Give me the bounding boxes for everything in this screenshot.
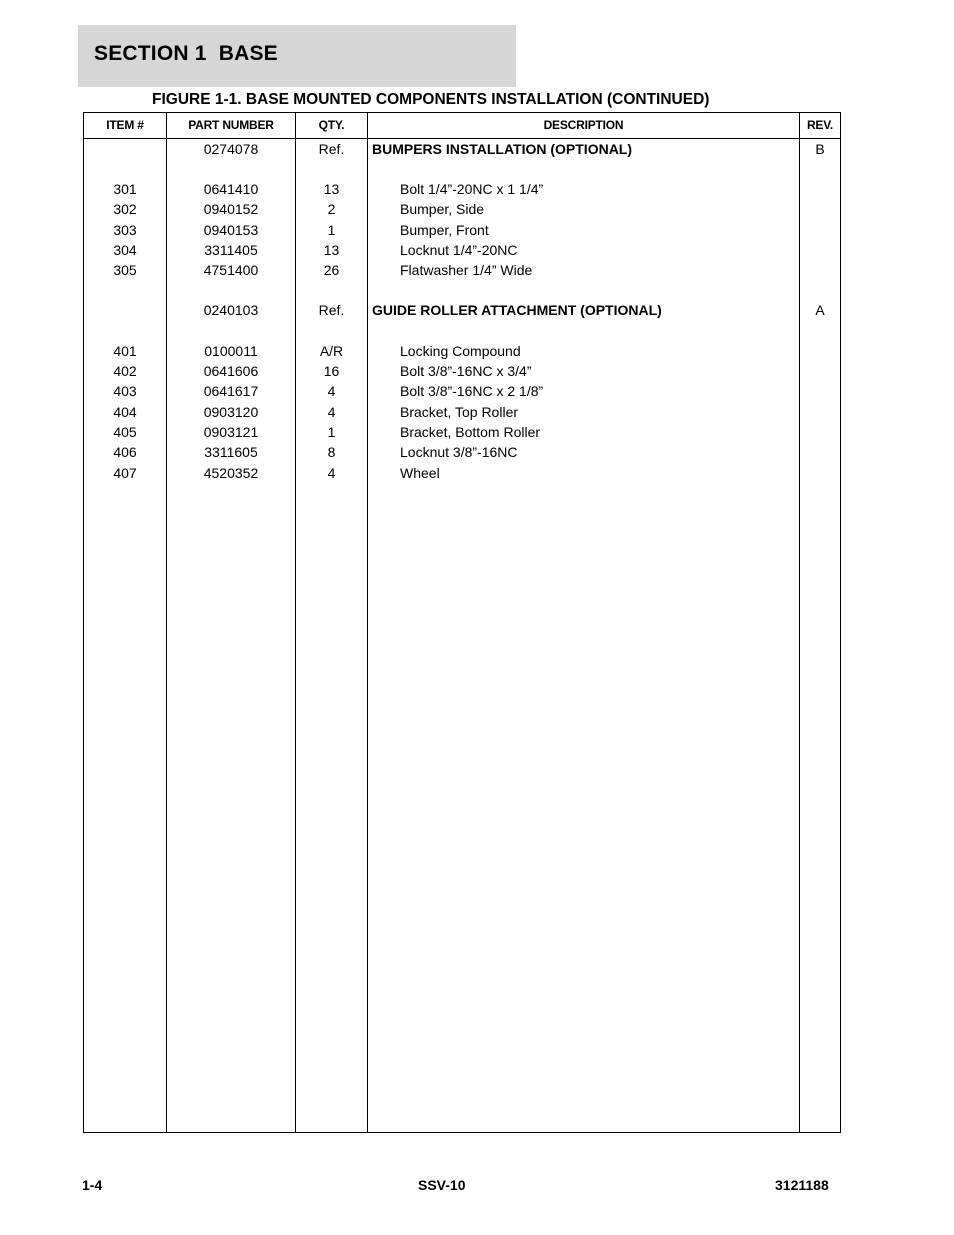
section-banner — [78, 25, 516, 87]
table-row — [84, 302, 840, 322]
header-description: DESCRIPTION — [543, 118, 624, 132]
part-number-cell: 0940152 — [203, 201, 259, 217]
header-part-number: PART NUMBER — [188, 118, 274, 132]
revision-cell: B — [815, 141, 825, 157]
description-cell: Locknut 3/8”-16NC — [400, 444, 518, 460]
description-cell: Flatwasher 1/4” Wide — [400, 262, 533, 278]
table-row — [84, 424, 840, 444]
figure-title: FIGURE 1-1. BASE MOUNTED COMPONENTS INSTALLATION (CONTINUED) — [152, 91, 710, 108]
quantity-cell: 13 — [323, 181, 340, 197]
description-cell: GUIDE ROLLER ATTACHMENT (OPTIONAL) — [372, 302, 662, 318]
item-number-cell: 406 — [113, 444, 137, 460]
quantity-cell: 4 — [327, 465, 336, 481]
quantity-cell: A/R — [319, 343, 344, 359]
item-number-cell: 404 — [113, 404, 137, 420]
table-row — [84, 262, 840, 282]
description-cell: Bolt 3/8”-16NC x 2 1/8” — [400, 383, 544, 399]
header-qty: QTY. — [318, 118, 345, 132]
item-number-cell: 301 — [113, 181, 137, 197]
quantity-cell: 4 — [327, 404, 336, 420]
description-cell: Locknut 1/4”-20NC — [400, 242, 518, 258]
quantity-cell: 4 — [327, 383, 336, 399]
item-number-cell: 304 — [113, 242, 137, 258]
item-number-cell: 305 — [113, 262, 137, 278]
section-title: SECTION 1 BASE — [94, 42, 278, 65]
part-number-cell: 3311605 — [204, 444, 258, 460]
part-number-cell: 0641606 — [203, 363, 259, 379]
model-name: SSV-10 — [418, 1177, 466, 1193]
quantity-cell: 13 — [323, 242, 340, 258]
revision-cell: A — [815, 302, 825, 318]
header-divider — [84, 138, 840, 139]
document-number: 3121188 — [775, 1177, 829, 1193]
part-number-cell: 0903120 — [203, 404, 259, 420]
item-number-cell: 407 — [113, 465, 137, 481]
parts-table — [83, 112, 841, 1133]
table-row — [84, 383, 840, 403]
item-number-cell: 405 — [113, 424, 137, 440]
quantity-cell: Ref. — [318, 302, 345, 318]
quantity-cell: 16 — [323, 363, 340, 379]
table-row — [84, 141, 840, 161]
quantity-cell: 1 — [327, 222, 336, 238]
table-row — [84, 181, 840, 201]
item-number-cell: 402 — [113, 363, 137, 379]
item-number-cell: 303 — [113, 222, 137, 238]
part-number-cell: 4520352 — [203, 465, 259, 481]
part-number-cell: 0100011 — [204, 343, 258, 359]
table-row — [84, 242, 840, 262]
part-number-cell: 0940153 — [203, 222, 259, 238]
table-row — [84, 343, 840, 363]
page-number: 1-4 — [82, 1177, 103, 1193]
quantity-cell: 8 — [327, 444, 336, 460]
quantity-cell: 26 — [323, 262, 340, 278]
header-item: ITEM # — [106, 118, 144, 132]
item-number-cell: 401 — [113, 343, 137, 359]
part-number-cell: 3311405 — [204, 242, 258, 258]
description-cell: Bumper, Front — [400, 222, 489, 238]
description-cell: BUMPERS INSTALLATION (OPTIONAL) — [372, 141, 633, 157]
description-cell: Bolt 3/8”-16NC x 3/4” — [400, 363, 532, 379]
description-cell: Bracket, Bottom Roller — [400, 424, 541, 440]
quantity-cell: Ref. — [318, 141, 345, 157]
table-row — [84, 404, 840, 424]
header-rev: REV. — [806, 118, 834, 132]
description-cell: Bolt 1/4”-20NC x 1 1/4” — [400, 181, 544, 197]
table-row — [84, 201, 840, 221]
description-cell: Bumper, Side — [400, 201, 485, 217]
table-row — [84, 363, 840, 383]
item-number-cell: 403 — [113, 383, 137, 399]
quantity-cell: 2 — [327, 201, 336, 217]
description-cell: Wheel — [400, 465, 440, 481]
part-number-cell: 4751400 — [203, 262, 259, 278]
table-row — [84, 222, 840, 242]
description-cell: Bracket, Top Roller — [400, 404, 519, 420]
table-row — [84, 465, 840, 485]
part-number-cell: 0641617 — [203, 383, 259, 399]
part-number-cell: 0274078 — [203, 141, 259, 157]
part-number-cell: 0240103 — [203, 302, 259, 318]
part-number-cell: 0903121 — [203, 424, 259, 440]
table-row — [84, 444, 840, 464]
item-number-cell: 302 — [113, 201, 137, 217]
part-number-cell: 0641410 — [203, 181, 259, 197]
quantity-cell: 1 — [327, 424, 336, 440]
description-cell: Locking Compound — [400, 343, 521, 359]
